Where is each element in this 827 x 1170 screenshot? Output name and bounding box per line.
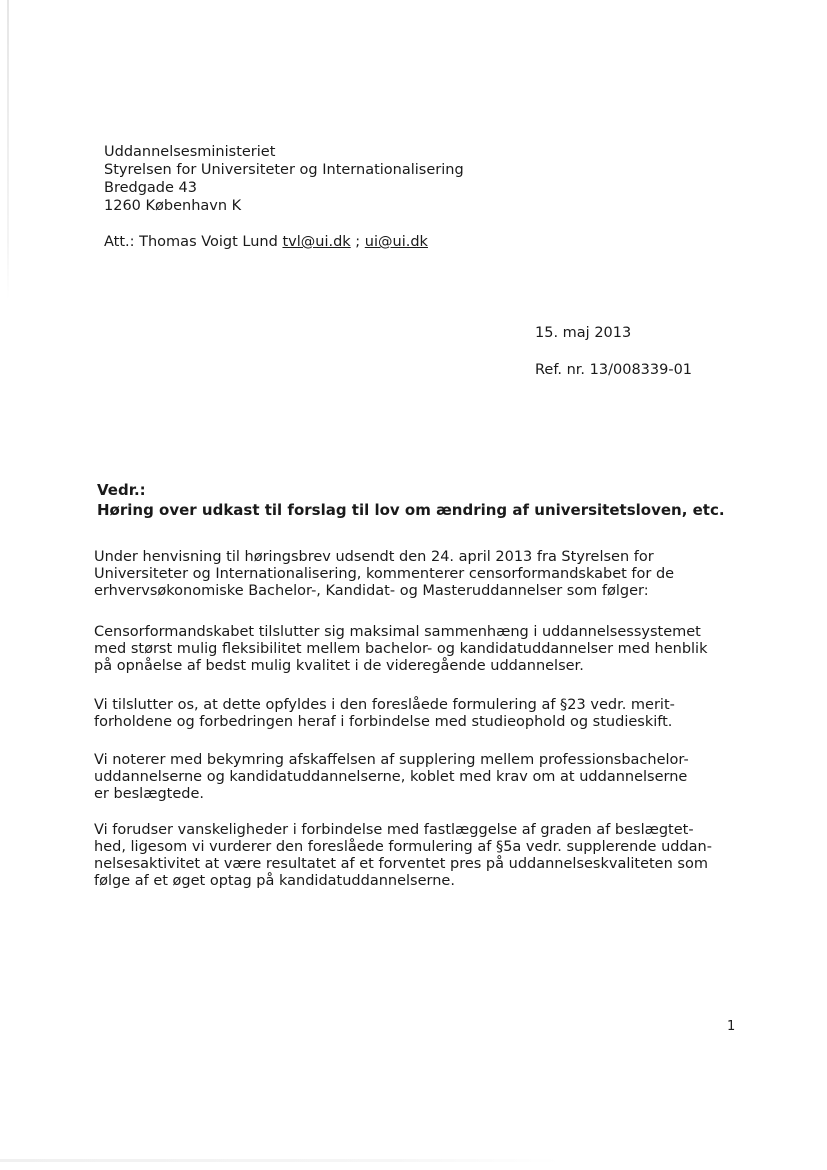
paragraph-line: Vi tilslutter os, at dette opfyldes i den foreslåede formulering af §23 vedr. merit- (94, 697, 675, 713)
paragraph-support (94, 624, 734, 675)
address-line-street: Bredgade 43 (104, 180, 197, 196)
paragraph-line: erhvervsøkonomiske Bachelor-, Kandidat- og Masteruddannelser som følger: (94, 583, 649, 599)
paragraph-line: uddannelserne og kandidatuddannelserne, koblet med krav om at uddannelserne (94, 769, 688, 785)
attention-prefix: Att.: Thomas Voigt Lund (104, 234, 278, 250)
paragraph-line: hed, ligesom vi vurderer den foreslåede formulering af §5a vedr. supplerende uddan- (94, 839, 712, 855)
address-line-ministry: Uddannelsesministeriet (104, 144, 276, 160)
paragraph-difficulties (94, 822, 734, 890)
paragraph-line: følge af et øget optag på kandidatuddannelserne. (94, 873, 455, 889)
paragraph-merit (94, 697, 734, 731)
scan-bottom-shadow (0, 1159, 560, 1162)
recipient-address (104, 143, 464, 215)
paragraph-line: Universiteter og Internationalisering, kommenterer censorformandskabet for de (94, 566, 675, 582)
email-link-ui[interactable]: ui@ui.dk (364, 234, 428, 250)
paragraph-concern (94, 752, 734, 803)
attention-line (104, 234, 428, 250)
subject-label: Vedr.: (97, 481, 146, 499)
paragraph-line: med størst mulig fleksibilitet mellem bachelor- og kandidatuddannelser med henblik (94, 641, 708, 657)
email-separator: ; (355, 234, 361, 250)
paragraph-intro (94, 549, 734, 600)
paragraph-line: nelsesaktivitet at være resultatet af et forventet pres på uddannelseskvaliteten som (94, 856, 708, 872)
paragraph-line: Under henvisning til høringsbrev udsendt den 24. april 2013 fra Styrelsen for (94, 549, 654, 565)
page-number: 1 (727, 1019, 736, 1034)
email-link-tvl[interactable]: tvl@ui.dk (282, 234, 351, 250)
paragraph-line: forholdene og forbedringen heraf i forbindelse med studieophold og studieskift. (94, 714, 673, 730)
letter-date: 15. maj 2013 (535, 325, 632, 341)
scan-edge-shadow (7, 0, 9, 300)
paragraph-line: Vi noterer med bekymring afskaffelsen af supplering mellem professionsbachelor- (94, 752, 689, 768)
address-line-city: 1260 København K (104, 198, 242, 214)
paragraph-line: Censorformandskabet tilslutter sig maksimal sammenhæng i uddannelsessystemet (94, 624, 701, 640)
reference-number: Ref. nr. 13/008339-01 (535, 362, 693, 378)
paragraph-line: Vi forudser vanskeligheder i forbindelse med fastlæggelse af graden af beslægtet- (94, 822, 694, 838)
paragraph-line: er beslægtede. (94, 786, 204, 802)
subject-title: Høring over udkast til forslag til lov om ændring af universitetsloven, etc. (97, 501, 725, 519)
address-line-agency: Styrelsen for Universiteter og Internationalisering (104, 162, 464, 178)
subject-block (97, 480, 725, 520)
paragraph-line: på opnåelse af bedst mulig kvalitet i de videregående uddannelser. (94, 658, 584, 674)
